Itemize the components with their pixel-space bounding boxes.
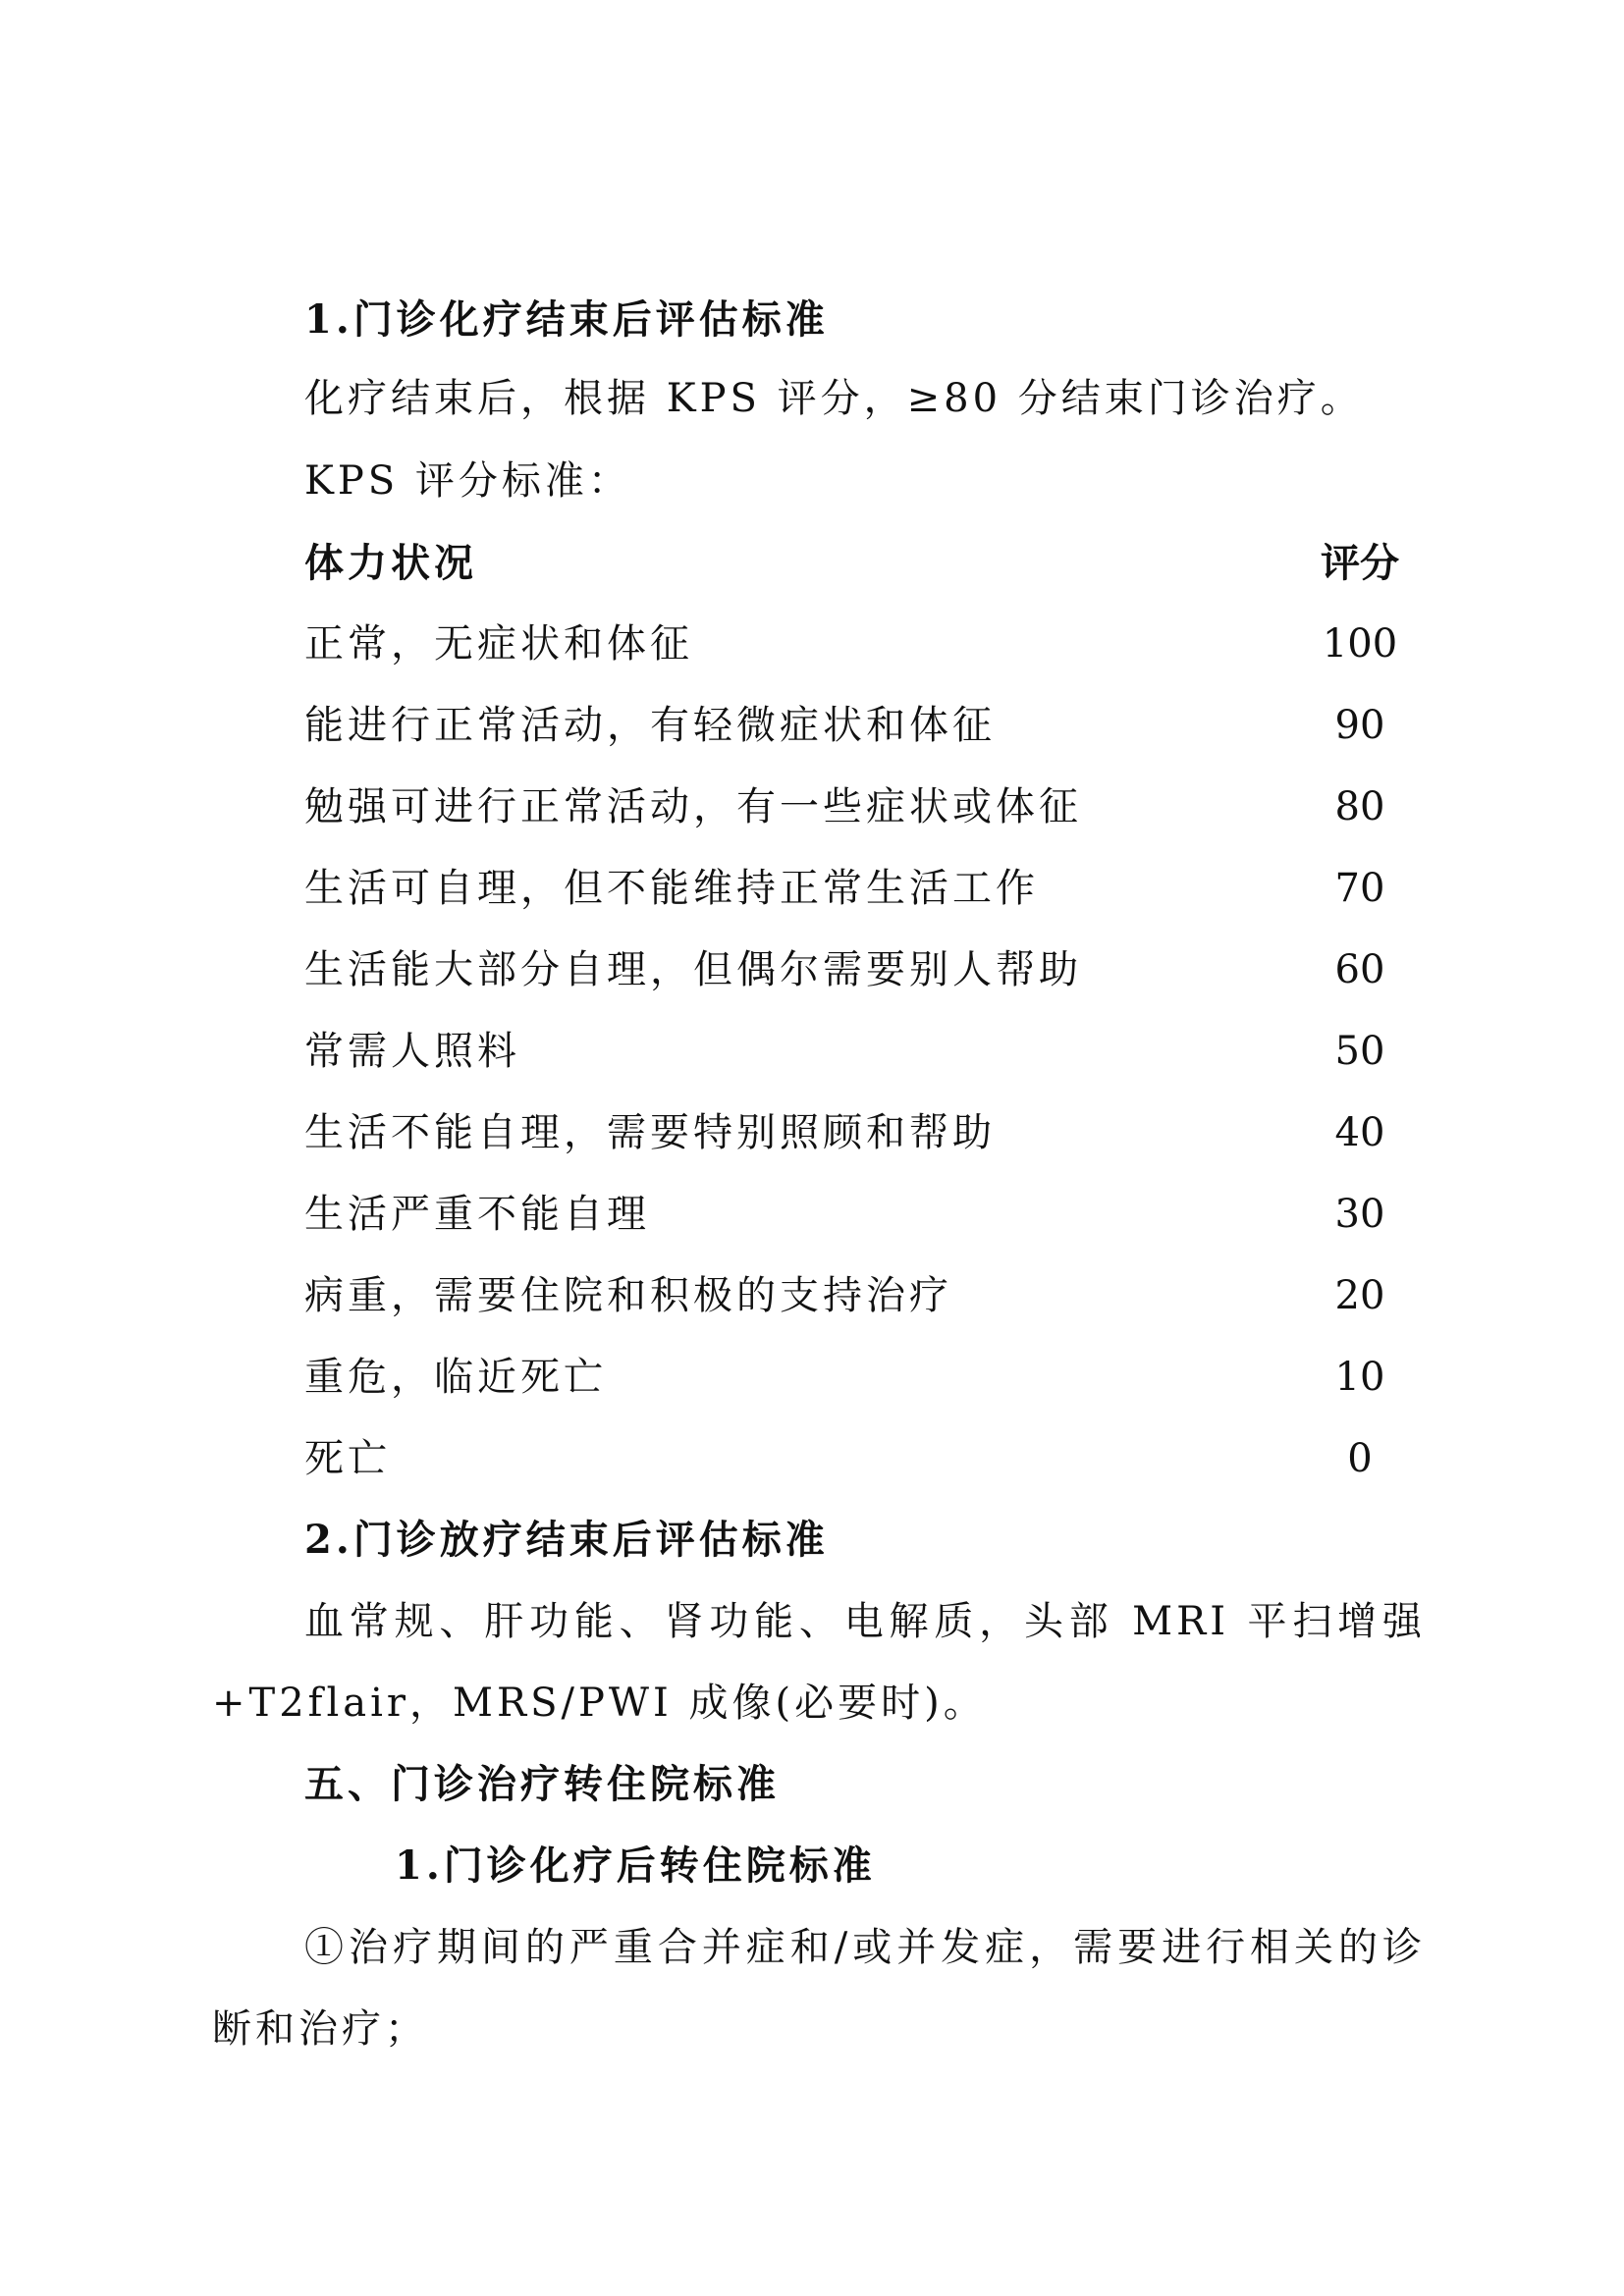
kps-condition: 生活严重不能自理 [304,1192,650,1237]
kps-condition: 常需人照料 [304,1029,520,1074]
section1-heading: 1.门诊化疗结束后评估标准 [304,296,829,343]
kps-condition: 病重，需要住院和积极的支持治疗 [304,1273,952,1318]
kps-condition: 死亡 [304,1436,391,1481]
kps-score: 90 [1334,703,1385,748]
section2-heading: 2.门诊放疗结束后评估标准 [304,1517,829,1563]
kps-score: 20 [1334,1273,1385,1318]
kps-condition: 重危，临近死亡 [304,1355,607,1400]
kps-condition: 生活可自理，但不能维持正常生活工作 [304,866,1039,911]
kps-score: 0 [1347,1436,1373,1481]
kps-header-condition: 体力状况 [304,540,477,586]
section2-body-line1: 血常规、肝功能、肾功能、电解质，头部 MRI 平扫增强 [304,1599,1426,1644]
kps-condition: 生活能大部分自理，但偶尔需要别人帮助 [304,947,1082,992]
kps-score: 50 [1334,1029,1385,1074]
section5-sub-heading: 1.门诊化疗后转住院标准 [395,1842,876,1889]
kps-header-score: 评分 [1321,540,1399,586]
kps-score: 40 [1334,1110,1385,1155]
kps-condition: 勉强可进行正常活动，有一些症状或体征 [304,784,1082,829]
kps-score: 30 [1334,1192,1385,1237]
kps-score: 80 [1334,784,1385,829]
kps-score: 100 [1322,621,1398,667]
kps-condition: 生活不能自理，需要特别照顾和帮助 [304,1110,996,1155]
section5-item1-line2: 断和治疗； [212,2006,428,2052]
kps-score: 70 [1334,866,1385,911]
kps-condition: 能进行正常活动，有轻微症状和体征 [304,703,996,748]
section1-intro: 化疗结束后，根据 KPS 评分，≥80 分结束门诊治疗。 [304,376,1364,421]
section5-heading: 五、门诊治疗转住院标准 [304,1761,780,1807]
section5-item1-line1: ①治疗期间的严重合并症和/或并发症，需要进行相关的诊 [304,1925,1426,1970]
kps-label: KPS 评分标准： [304,458,631,504]
kps-score: 10 [1334,1355,1385,1400]
kps-condition: 正常，无症状和体征 [304,621,693,667]
kps-score: 60 [1334,947,1385,992]
section2-body-line2: +T2flair，MRS/PWI 成像(必要时)。 [212,1681,987,1726]
